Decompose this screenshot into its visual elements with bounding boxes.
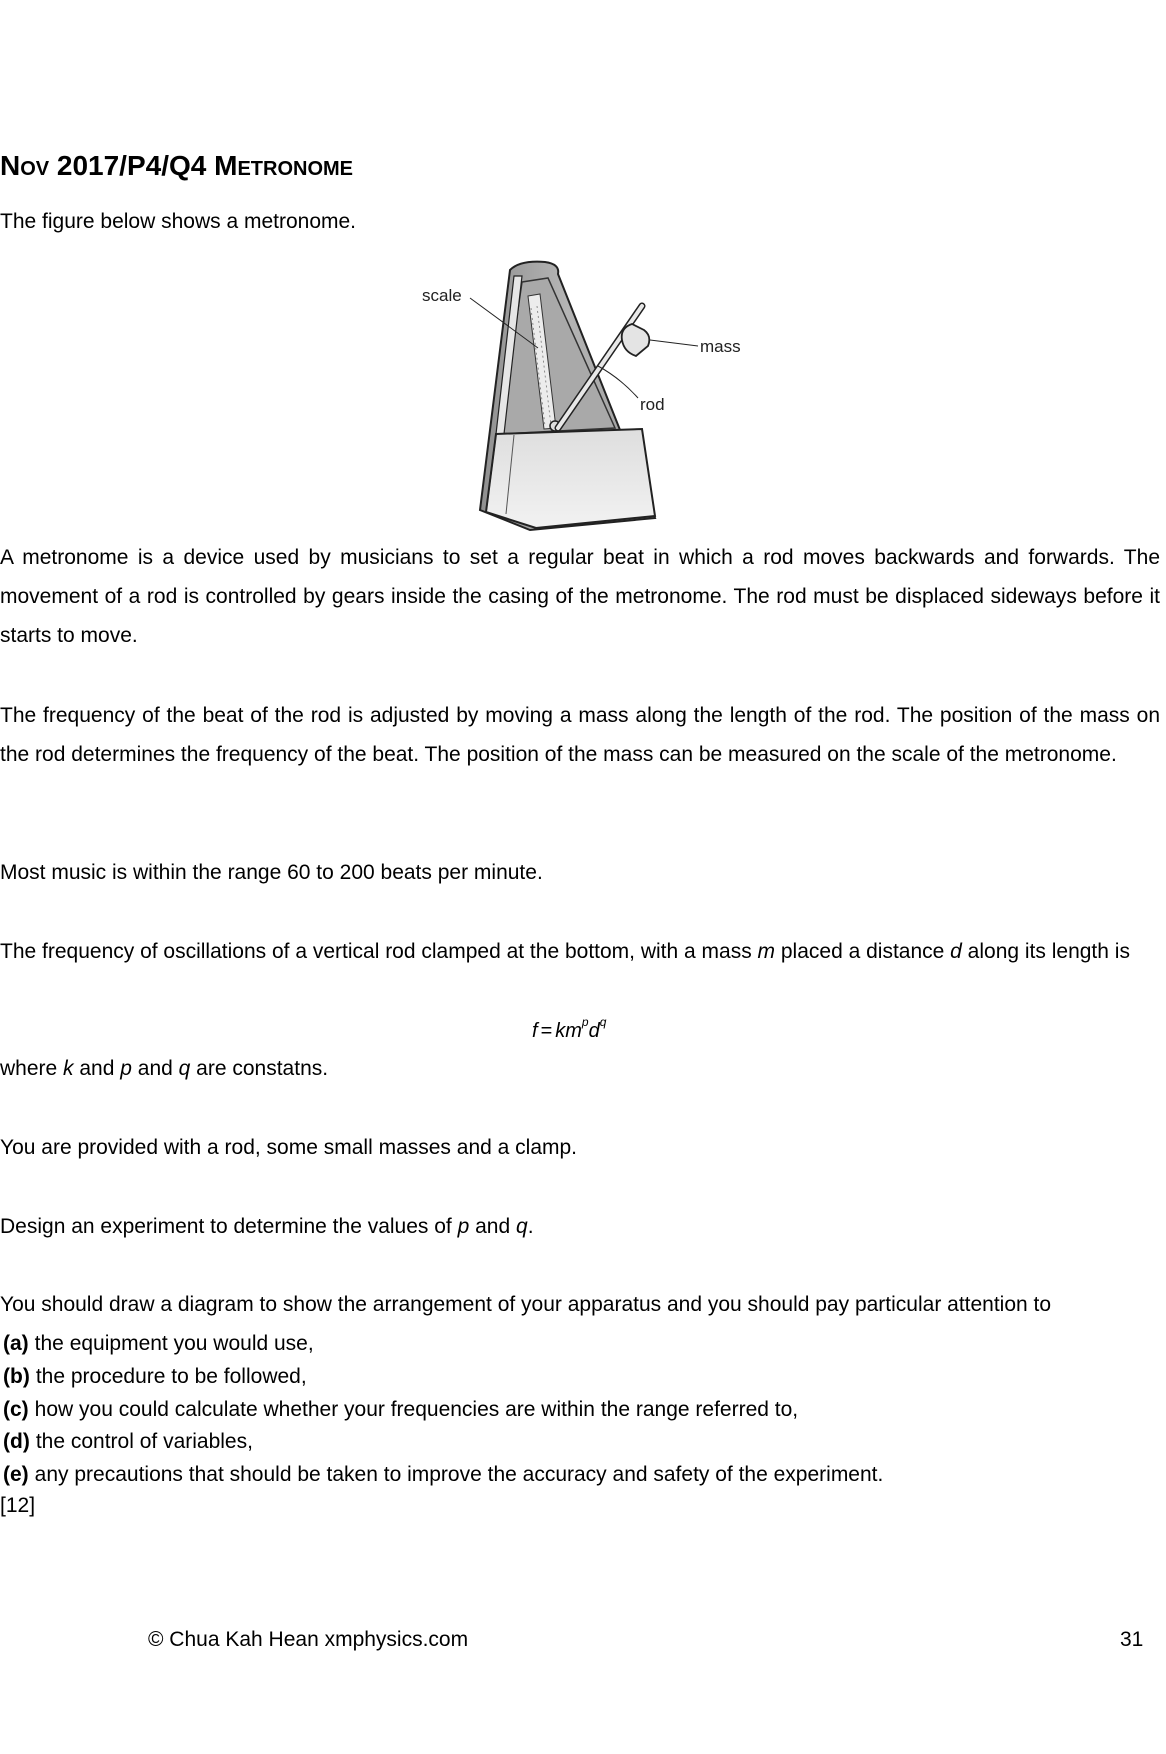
- rod-label: rod: [640, 395, 665, 414]
- list-item: (c) how you could calculate whether your frequencies are within the range referred to,: [3, 1397, 799, 1421]
- page-number: 31: [1120, 1628, 1144, 1651]
- list-item: (b) the procedure to be followed,: [3, 1364, 307, 1388]
- metronome-figure: [410, 248, 770, 538]
- paragraph-music-range: Most music is within the range 60 to 200 beats per minute.: [0, 861, 543, 884]
- marks: [12]: [0, 1494, 36, 1517]
- metronome-diagram: [410, 248, 770, 538]
- paragraph-frequency-adjustment: The frequency of the beat of the rod is adjusted by moving a mass along the length of the rod. The position of the mass on the rod determines the frequency of the beat. The position of the mass can be measured on the scale of the metronome.: [0, 704, 1160, 766]
- requirements-list: [0, 1328, 883, 1492]
- paragraph-oscillation-frequency: The frequency of oscillations of a vertical rod clamped at the bottom, with a mass m placed a distance d along its length is: [0, 940, 1130, 963]
- footer-copyright: © Chua Kah Hean xmphysics.com: [148, 1628, 469, 1651]
- paragraph-instructions: You should draw a diagram to show the arrangement of your apparatus and you should pay particular attention to: [0, 1293, 1052, 1316]
- list-item: (a) the equipment you would use,: [3, 1332, 314, 1355]
- mass-label: mass: [700, 337, 741, 356]
- metronome-mass: [622, 324, 650, 356]
- intro-text: The figure below shows a metronome.: [0, 210, 357, 233]
- var-d: d: [950, 940, 962, 963]
- paragraph-task: Design an experiment to determine the values of p and q.: [0, 1215, 534, 1238]
- list-item: (d) the control of variables,: [3, 1430, 253, 1454]
- formula: $f = km^pd^q$: [532, 1015, 607, 1042]
- list-item: (e) any precautions that should be taken to improve the accuracy and safety of the experiment.: [3, 1463, 884, 1487]
- paragraph-apparatus: You are provided with a rod, some small masses and a clamp.: [0, 1136, 578, 1159]
- page-title: Nov 2017/P4/Q4 Metronome: [0, 150, 354, 181]
- paragraph-constants: where k and p and q are constatns.: [0, 1057, 329, 1080]
- paragraph-metronome-description: A metronome is a device used by musicians to set a regular beat in which a rod moves backwards and forwards. The movement of a rod is controlled by gears inside the casing of the metronome. The rod must be displaced sideways before it starts to move.: [0, 546, 1160, 647]
- metronome-base: [486, 429, 655, 528]
- var-m: m: [757, 940, 776, 963]
- scale-label: scale: [422, 286, 462, 305]
